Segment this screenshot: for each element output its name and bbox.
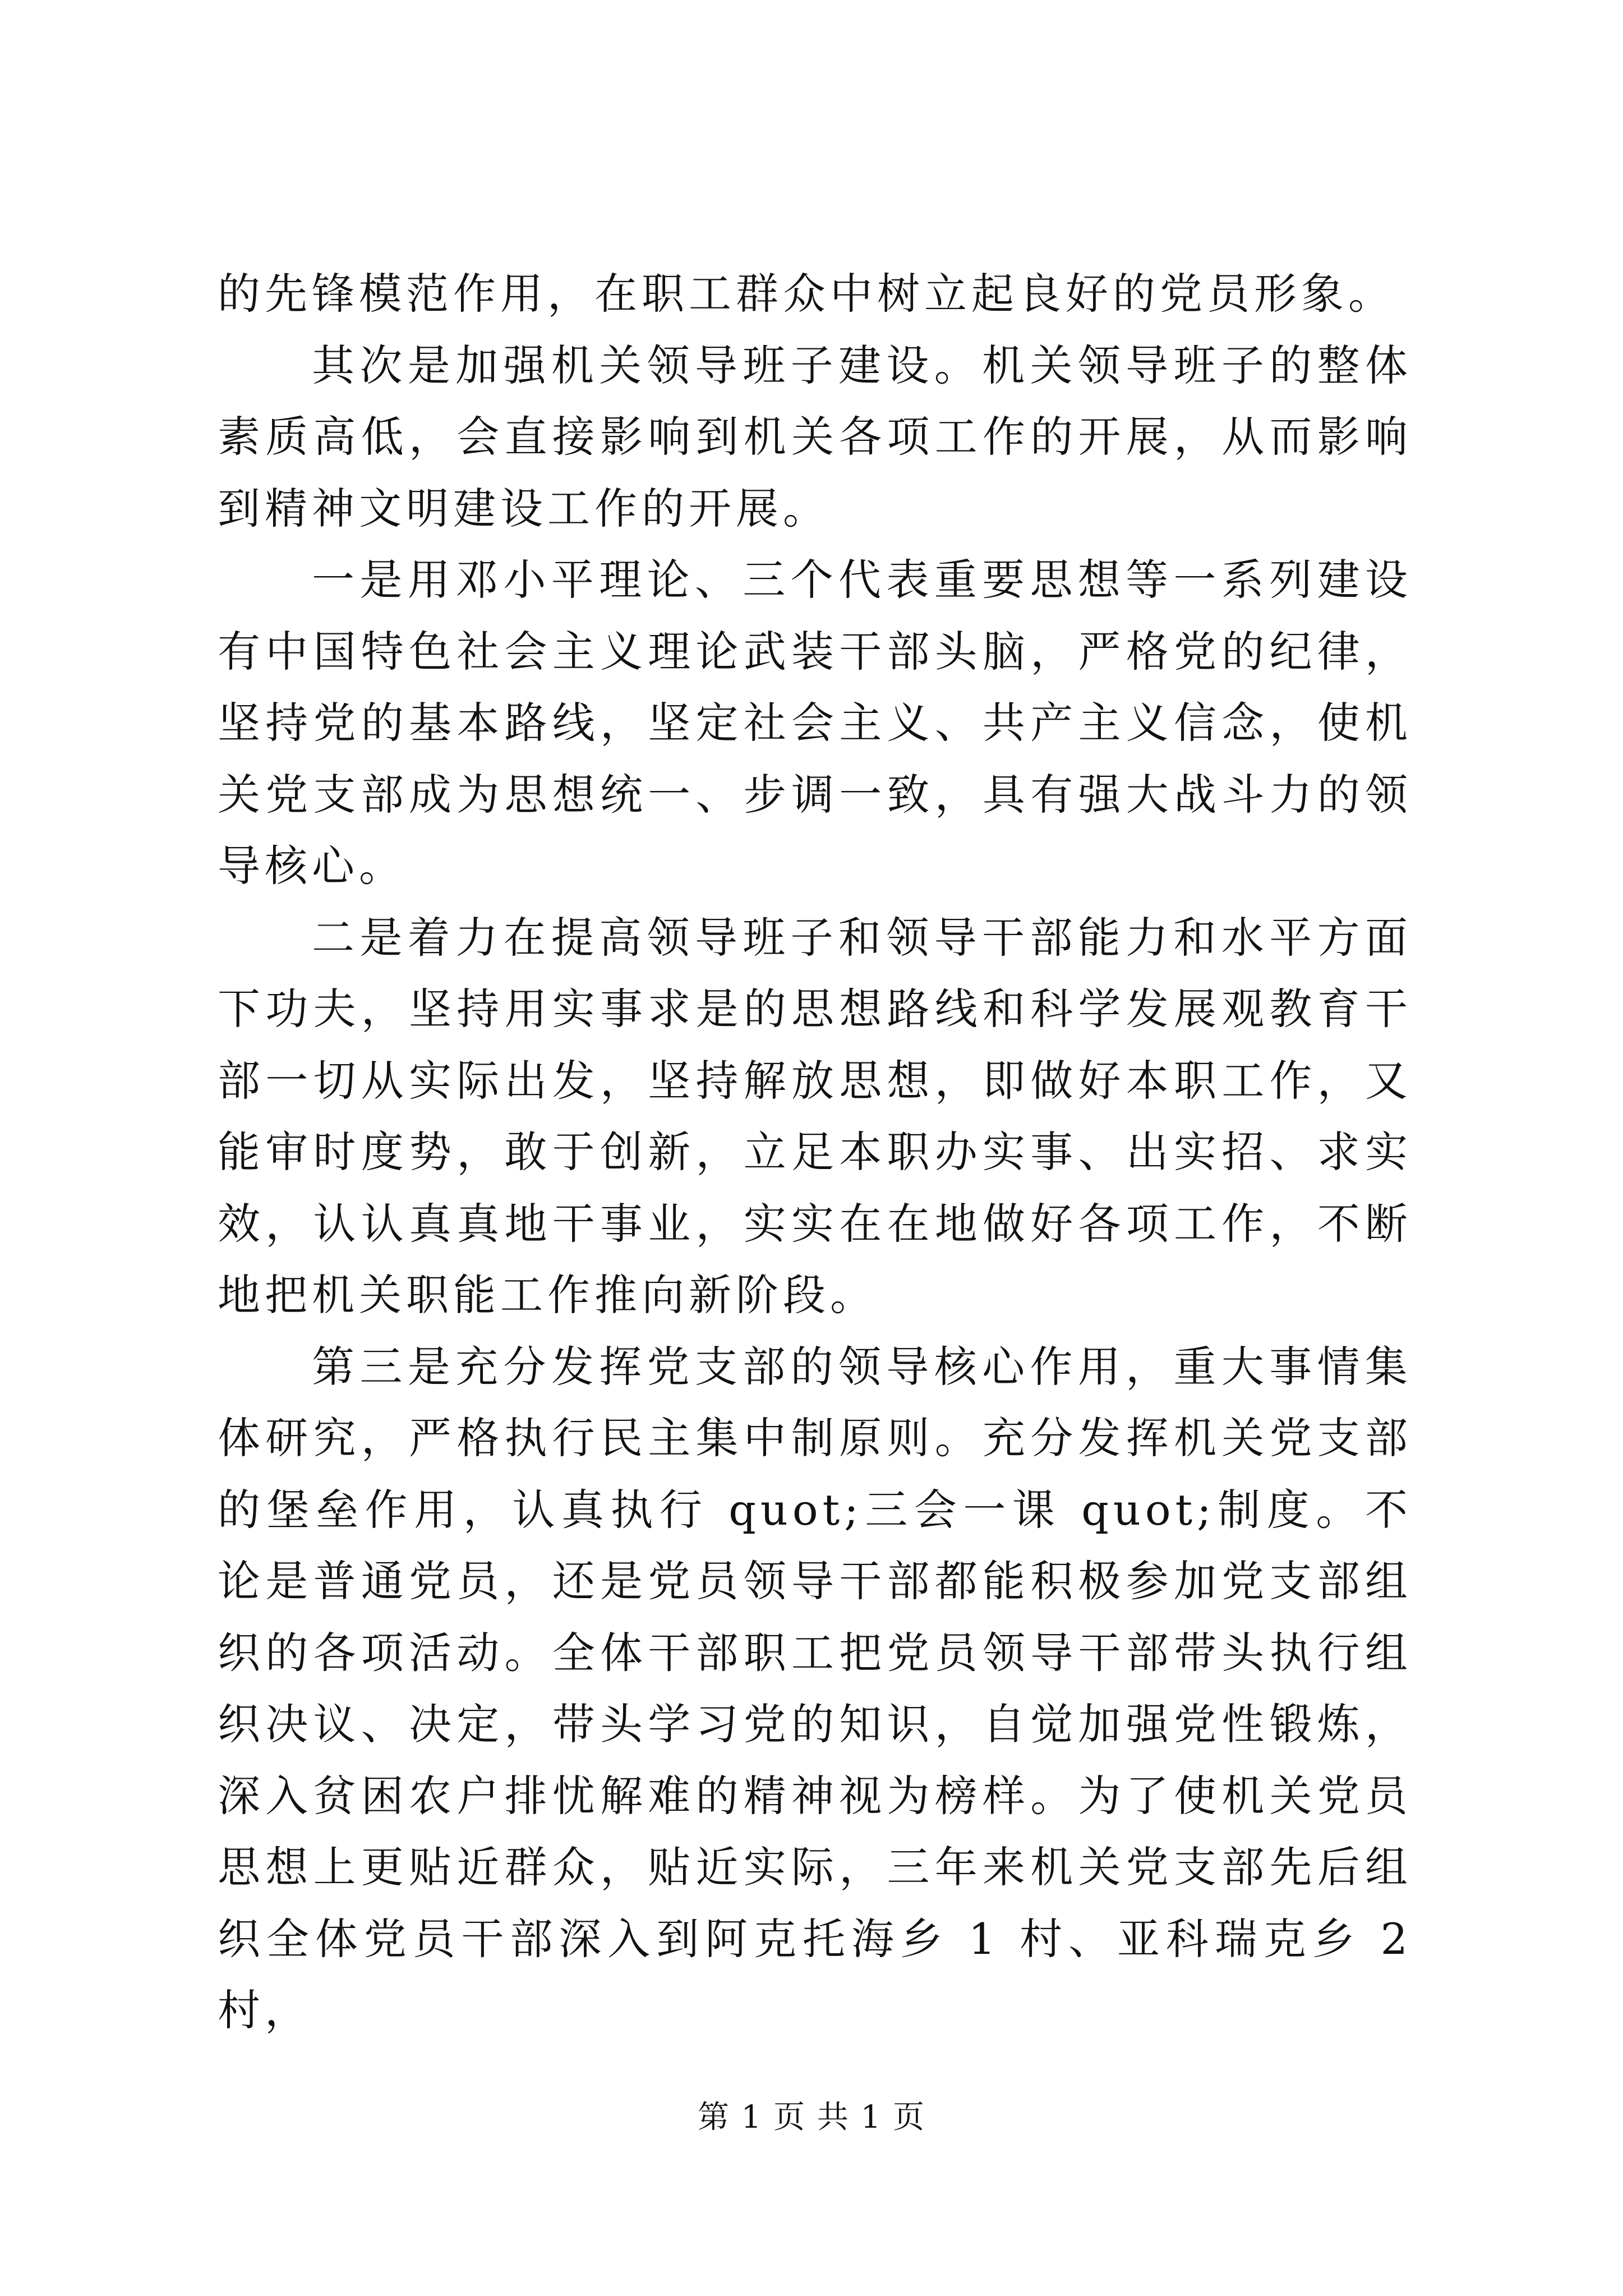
paragraph-point-two: 二是着力在提高领导班子和领导干部能力和水平方面下功夫，坚持用实事求是的思想路线和科学发展观教育干部一切从实际出发，坚持解放思想，即做好本职工作，又能审时度势，敢于创新，立足本职办实事、出实招、求实效，认认真真地干事业，实实在在地做好各项工作，不断地把机关职能工作推向新阶段。 [218, 912, 1412, 1320]
paragraph-point-three: 第三是充分发挥党支部的领导核心作用，重大事情集体研究，严格执行民主集中制原则。充分发挥机关党支部的堡垒作用，认真执行 quot;三会一课 quot;制度。不论是普通党员，还是党员领导干部都能积极参加党支部组织的各项活动。全体干部职工把党员领导干部带头执行组织决议、决定，带头学习党的知识，自觉加强党性锻炼，深入贫困农户排忧解难的精神视为榜样。为了使机关党员思想上更贴近群众，贴近实际，三年来机关党支部先后组织全体党员干部深入到阿克托海乡 1 村、亚科瑞克乡 2 村， [218, 1341, 1412, 2035]
paragraph-continuation: 的先锋模范作用，在职工群众中树立起良好的党员形象。 [218, 269, 1395, 319]
page-number-footer: 第 1 页 共 1 页 [697, 2099, 926, 2136]
document-body [218, 258, 1412, 2046]
paragraph-point-one: 一是用邓小平理论、三个代表重要思想等一系列建设有中国特色社会主义理论武装干部头脑，严格党的纪律，坚持党的基本路线，坚定社会主义、共产主义信念，使机关党支部成为思想统一、步调一致，具有强大战斗力的领导核心。 [218, 555, 1412, 891]
paragraph-leadership-team: 其次是加强机关领导班子建设。机关领导班子的整体素质高低，会直接影响到机关各项工作的开展，从而影响到精神文明建设工作的开展。 [218, 340, 1412, 533]
